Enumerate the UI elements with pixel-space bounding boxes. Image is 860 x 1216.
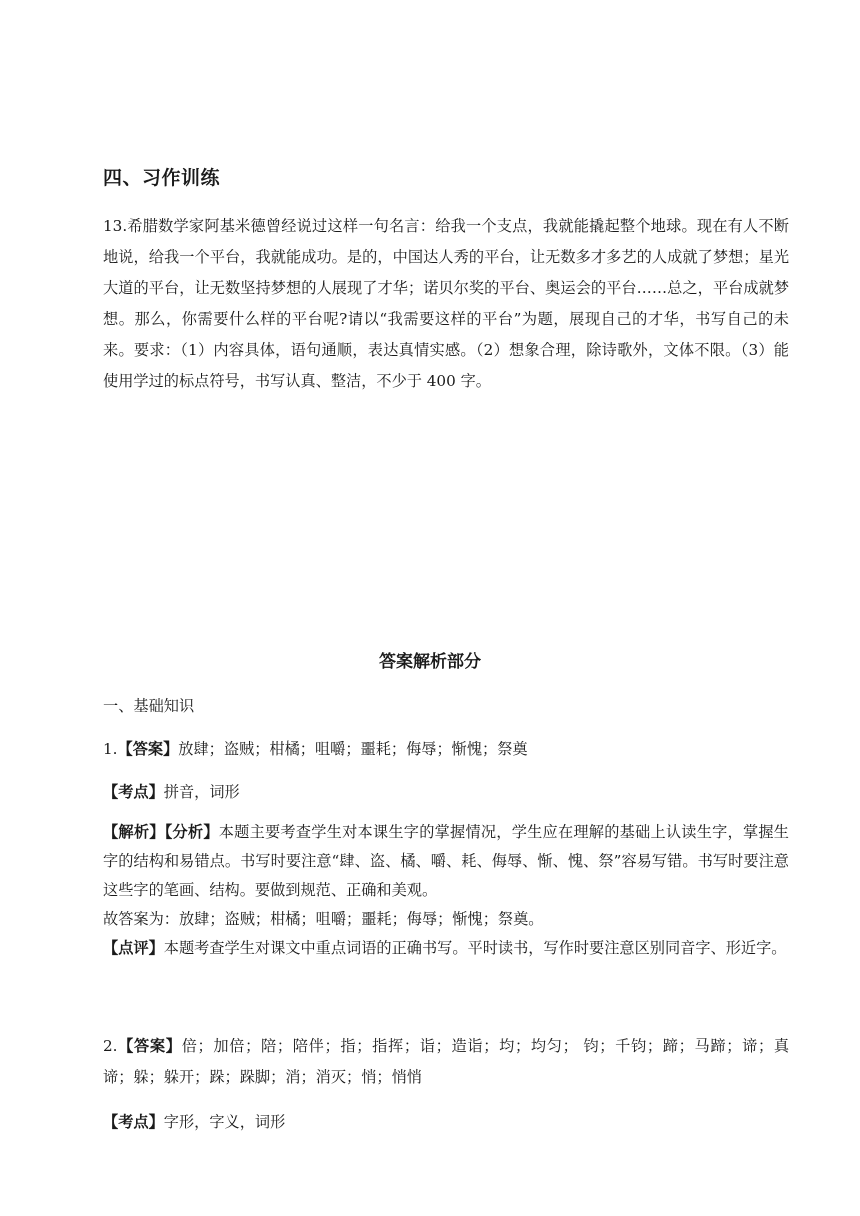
- answer-tag: 【答案】: [117, 1037, 182, 1055]
- point-tag: 【考点】: [103, 783, 164, 801]
- answer-tag: 【答案】: [117, 740, 179, 758]
- point-text: 字形，字义，词形: [163, 1113, 286, 1131]
- comment-text: 本题考查学生对课文中重点词语的正确书写。平时读书，写作时要注意区别同音字、形近字。: [163, 939, 787, 957]
- question-13-text: 13.希腊数学家阿基米德曾经说过这样一句名言：给我一个支点，我就能撬起整个地球。现在有人不断地说，给我一个平台，我就能成功。是的，中国达人秀的平台，让无数多才多艺的人成就了梦想；星光大道的平台，让无数坚持梦想的人展现了才华；诺贝尔奖的平台、奥运会的平台……总之，平台成就梦想。那么，你需要什么样的平台呢?请以“我需要这样的平台”为题，展现自己的才华，书写自己的未来。要求：（1）内容具体，语句通顺，表达真情实感。（2）想象合理，除诗歌外，文体不限。（3）能使用学过的标点符号，书写认真、整洁，不少于 400 字。: [103, 217, 789, 390]
- analysis-tag: 【解析】【分析】: [103, 823, 219, 841]
- part-heading: 一、基础知识: [103, 697, 195, 715]
- question-number: 2.: [103, 1037, 118, 1055]
- analysis-text: 本题主要考查学生对本课生字的掌握情况，学生应在理解的基础上认读生字，掌握生字的结构和易错点。书写时要注意“肆、盗、橘、嚼、耗、侮辱、惭、愧、祭”容易写错。书写时要注意这些字的笔画、结构。要做到规范、正确和美观。: [103, 823, 789, 899]
- comment-tag: 【点评】: [103, 939, 164, 957]
- answer-section-title: 答案解析部分: [379, 652, 481, 672]
- answer-text: 倍；加倍；陪；陪伴；指；指挥；诣；造诣；均；均匀； 钧；千钧；蹄；马蹄；谛；真谛；躲；躲开；跺；跺脚；消；消灭；悄；悄悄: [103, 1037, 790, 1086]
- section-heading: 四、习作训练: [103, 167, 221, 189]
- answer-2-block: [103, 1031, 789, 1093]
- analysis-1: [103, 818, 789, 963]
- point-text: 拼音，词形: [163, 783, 240, 801]
- question-number: 1.: [103, 740, 118, 758]
- answer-1-line: [103, 738, 789, 760]
- conclusion-text: 故答案为：放肆；盗贼；柑橘；咀嚼；噩耗；侮辱；惭愧；祭奠。: [103, 910, 544, 928]
- point-tag: 【考点】: [103, 1113, 164, 1131]
- point-1-line: [103, 781, 789, 803]
- point-2-line: [103, 1111, 789, 1133]
- answer-text: 放肆；盗贼；柑橘；咀嚼；噩耗；侮辱；惭愧；祭奠: [178, 740, 528, 758]
